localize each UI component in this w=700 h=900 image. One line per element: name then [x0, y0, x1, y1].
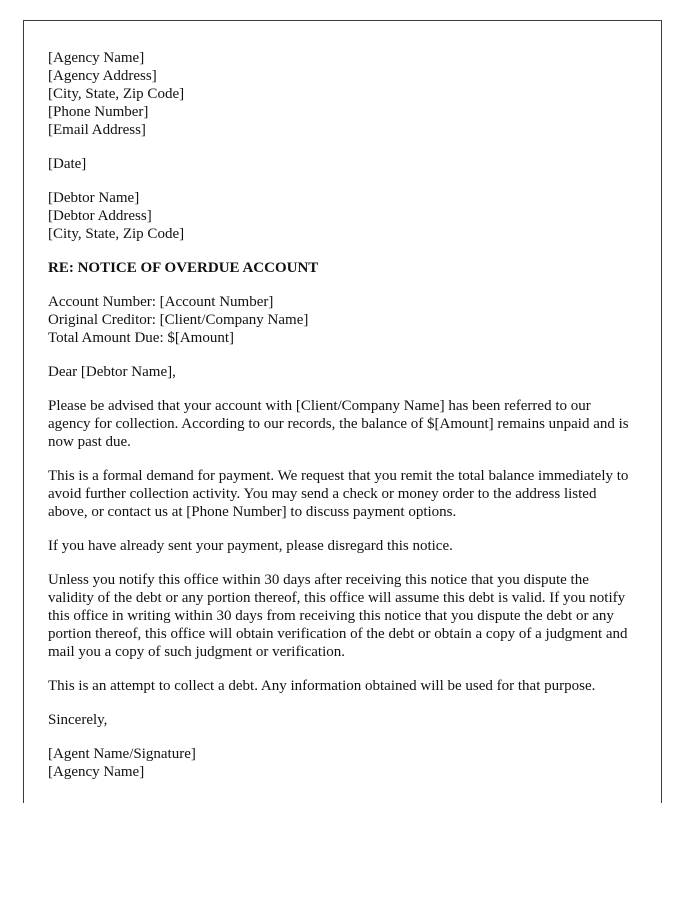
body-paragraph-dispute-rights: Unless you notify this office within 30 days after receiving this notice that you dispute the validity of the debt or any portion thereof, this office will assume this debt is valid. If you notify this office in writing within 30 days from receiving this notice that you dispute the debt or any portion thereof, this office will obtain verification of the debt or obtain a copy of a judgment and mail you a copy of such judgment or verification.: [48, 572, 628, 660]
body-paragraph-collection-disclosure: This is an attempt to collect a debt. Any information obtained will be used for that purpose.: [48, 678, 596, 694]
date-block: [48, 155, 632, 173]
account-number-line: Account Number: [Account Number]: [48, 294, 274, 310]
body-paragraph-demand: This is a formal demand for payment. We request that you remit the total balance immediately to avoid further collection activity. You may send a check or money order to the address listed above, or contact us at [Phone Number] to discuss payment options.: [48, 468, 629, 520]
body-paragraph-disregard: If you have already sent your payment, please disregard this notice.: [48, 538, 453, 554]
salutation-block: [48, 363, 632, 381]
agent-signature-line: [Agent Name/Signature]: [48, 746, 196, 762]
closing-block: [48, 711, 632, 729]
subject-block: [48, 259, 632, 277]
agency-name-line: [Agency Name]: [48, 764, 145, 780]
subject-line: RE: NOTICE OF OVERDUE ACCOUNT: [48, 260, 319, 276]
total-amount-due-line: Total Amount Due: $[Amount]: [48, 330, 235, 346]
sender-address-block: [48, 49, 632, 139]
salutation-line: Dear [Debtor Name],: [48, 364, 176, 380]
sender-agency-address: [Agency Address]: [48, 68, 157, 84]
letter-page: [23, 20, 662, 803]
recipient-city-state-zip: [City, State, Zip Code]: [48, 226, 185, 242]
sender-city-state-zip: [City, State, Zip Code]: [48, 86, 185, 102]
recipient-debtor-address: [Debtor Address]: [48, 208, 152, 224]
recipient-address-block: [48, 189, 632, 243]
body-paragraph-referral: Please be advised that your account with [Client/Company Name] has been referred to our agency for collection. According to our records, the balance of $[Amount] remains unpaid and is now past due.: [48, 398, 629, 450]
original-creditor-line: Original Creditor: [Client/Company Name]: [48, 312, 309, 328]
recipient-debtor-name: [Debtor Name]: [48, 190, 140, 206]
sender-agency-name: [Agency Name]: [48, 50, 145, 66]
sender-phone-number: [Phone Number]: [48, 104, 149, 120]
letter-date: [Date]: [48, 156, 87, 172]
sender-email-address: [Email Address]: [48, 122, 146, 138]
account-details-block: [48, 293, 632, 347]
signature-block: [48, 745, 632, 781]
closing-line: Sincerely,: [48, 712, 108, 728]
